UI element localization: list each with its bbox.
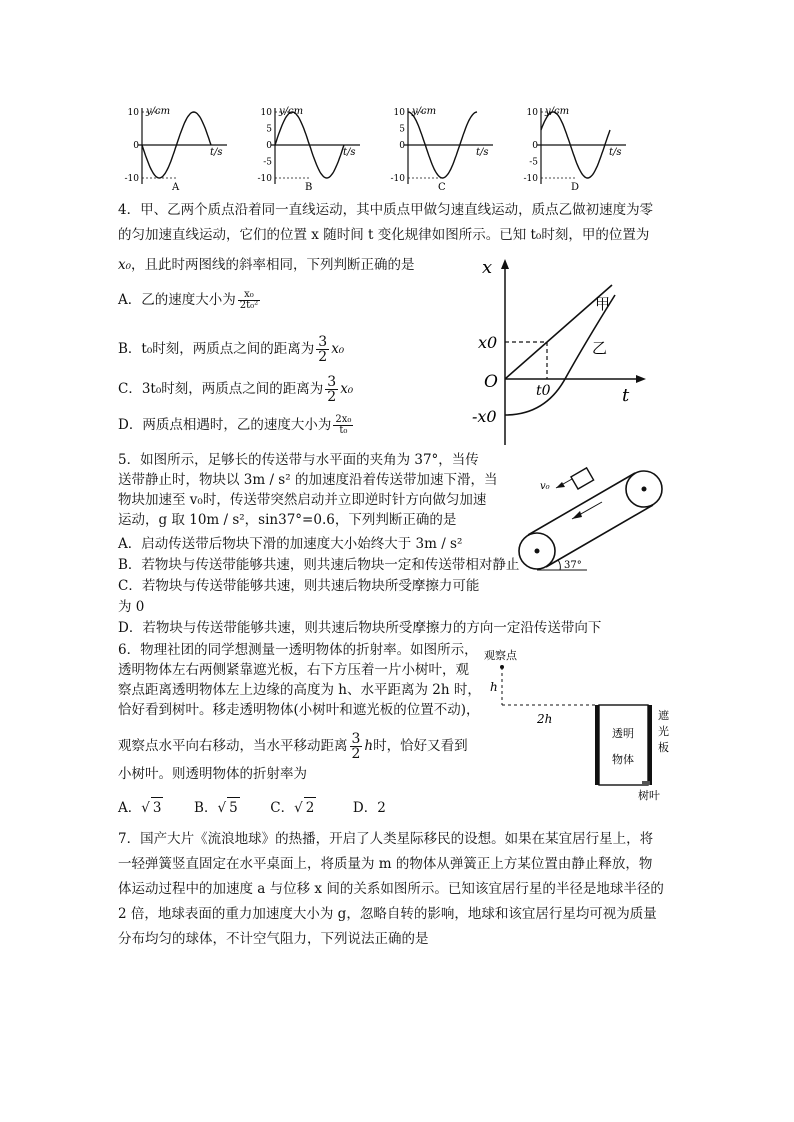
q4-option-a-text: A．乙的速度大小为 xyxy=(118,292,236,308)
q6-line5-numerator: 3 xyxy=(351,731,361,747)
wave-graph-t-label: t/s xyxy=(609,147,622,158)
q6-fig-shade2: 光 xyxy=(658,725,669,738)
wave-graph-t-label: t/s xyxy=(210,147,223,158)
q5-option-c-line1: C．若物块与传送带能够共速，则共速后物块所受摩擦力可能 xyxy=(118,578,480,594)
q6-option-b-radicand: 5 xyxy=(227,797,240,818)
q4-option-b xyxy=(118,335,344,364)
q4-option-c-x0: x₀ xyxy=(340,381,354,397)
wave-graph-d xyxy=(524,106,627,192)
wave-graph-tick: 10 xyxy=(526,108,538,118)
wave-graph-letter: A xyxy=(172,182,180,192)
q4-option-a-fraction xyxy=(238,290,260,311)
q6-options: A．√ 3 B．√ 5 C．√ 2 D．2 xyxy=(118,797,386,818)
q6-fig-body2: 物体 xyxy=(612,753,634,766)
q6-option-d: D．2 xyxy=(352,800,386,816)
wave-graph-y-label: y/cm xyxy=(279,106,304,117)
q6-fig-observation-point: 观察点 xyxy=(484,649,517,662)
wave-graph-letter: D xyxy=(571,182,580,192)
wave-graph-letter: B xyxy=(305,182,313,192)
q4-option-c-text: C．3t₀时刻，两质点之间的距离为 xyxy=(118,381,324,397)
q4-option-a-denominator: 2t₀² xyxy=(239,300,259,311)
q5-line2: 送带静止时，物块以 3m / s² 的加速度沿着传送带加速下滑，当 xyxy=(118,472,498,488)
wave-graph-y-label: y/cm xyxy=(545,106,570,117)
wave-graph-tick: -10 xyxy=(124,174,139,184)
q4-option-d-text: D．两质点相遇时，乙的速度大小为 xyxy=(118,417,332,433)
q6-fig-h: h xyxy=(490,680,498,694)
q5-fig-v0: v₀ xyxy=(540,481,550,492)
q6-option-b: B． xyxy=(194,800,218,816)
q4-option-c-fraction xyxy=(325,375,338,404)
wave-graph-tick: -5 xyxy=(263,157,272,168)
q5-option-c-line2: 为 0 xyxy=(118,599,145,615)
wave-graph-tick: 0 xyxy=(266,141,272,151)
q4-option-a xyxy=(118,290,262,311)
wave-graph-tick: 5 xyxy=(399,124,405,135)
q4-line3-text: ，且此时两图线的斜率相同，下列判断正确的是 xyxy=(131,257,415,273)
q4-option-d-fraction xyxy=(333,415,353,436)
q4-graph-t0: t0 xyxy=(536,383,551,399)
q7-line4: 2 倍，地球表面的重力加速度大小为 g，忽略自转的影响，地球和该宜居行星均可视为质量 xyxy=(118,906,657,922)
q4-option-b-denominator: 2 xyxy=(318,349,328,365)
q4-line1: 4．甲、乙两个质点沿着同一直线运动，其中质点甲做匀速直线运动，质点乙做初速度为零 xyxy=(118,202,654,218)
wave-graph-tick: -10 xyxy=(257,174,272,184)
q6-line3: 察点距离透明物体左上边缘的高度为 h、水平距离为 2h 时， xyxy=(118,682,481,698)
q7-line2: 一轻弹簧竖直固定在水平桌面上，将质量为 m 的物体从弹簧正上方某位置由静止释放，物 xyxy=(118,856,653,872)
q6-fig-body1: 透明 xyxy=(612,727,634,740)
q6-line1: 6．物理社团的同学想测量一透明物体的折射率。如图所示， xyxy=(118,642,478,658)
wave-graph-tick: -10 xyxy=(390,174,405,184)
q6-line5-h: h xyxy=(364,738,374,754)
wave-graphs-row xyxy=(120,100,650,192)
wave-graph-tick: 10 xyxy=(127,108,139,118)
q7-stem xyxy=(118,827,678,952)
q6-fig-2h: 2h xyxy=(537,712,553,726)
q4-graph-yi: 乙 xyxy=(592,339,608,357)
q5-line1: 5．如图所示，足够长的传送带与水平面的夹角为 37°，当传 xyxy=(118,452,479,468)
q6-fig-shade1: 遮 xyxy=(658,709,669,722)
wave-graph-tick: 5 xyxy=(266,124,272,135)
wave-graph-letter: C xyxy=(438,182,446,192)
wave-graph-b xyxy=(258,106,361,192)
q4-graph-x0: x0 xyxy=(478,333,498,352)
q7-line1: 7．国产大片《流浪地球》的热播，开启了人类星际移民的设想。如果在某宜居行星上，将 xyxy=(118,831,654,847)
wave-graph-t-label: t/s xyxy=(343,147,356,158)
q4-graph-jia: 甲 xyxy=(595,295,611,313)
wave-graph-tick: 10 xyxy=(393,108,405,118)
q6-option-a: A． xyxy=(118,800,142,816)
q6-line5-fraction xyxy=(350,732,363,761)
q5-fig-angle: 37° xyxy=(564,560,582,571)
q4-option-c-numerator: 3 xyxy=(327,374,337,390)
q4-option-b-text: B．t₀时刻，两质点之间的距离为 xyxy=(118,341,315,357)
q4-line2: 的匀加速直线运动，它们的位置 x 随时间 t 变化规律如图所示。已知 t₀时刻，甲的位置为 xyxy=(118,227,650,243)
q4-option-d-denominator: t₀ xyxy=(339,425,348,436)
q4-option-d xyxy=(118,415,355,436)
q6-line5-part1: 观察点水平向右移动，当水平移动距离 xyxy=(118,738,348,754)
wave-graph-tick: -10 xyxy=(523,174,538,184)
q5-block xyxy=(571,468,594,489)
q4-graph-t-label: t xyxy=(622,385,630,406)
q4-x0-symbol: x₀ xyxy=(118,257,132,273)
q5-stem xyxy=(118,450,508,530)
q4-graph-neg-x0: -x0 xyxy=(472,407,497,426)
q7-line5: 分布均匀的球体，不计空气阻力，下列说法正确的是 xyxy=(118,931,429,947)
q5-option-a: A．启动传送带后物块下滑的加速度大小始终大于 3m / s² xyxy=(118,536,463,552)
q6-line6: 小树叶。则透明物体的折射率为 xyxy=(118,766,307,782)
q7-line3: 体运动过程中的加速度 a 与位移 x 间的关系如图所示。已知该宜居行星的半径是地球半径的 xyxy=(118,881,664,897)
q6-transparent-body xyxy=(599,705,648,785)
q6-line5 xyxy=(118,732,468,761)
q6-option-a-radicand: 3 xyxy=(151,797,164,818)
wave-graph-y-label: y/cm xyxy=(146,106,171,117)
wave-graph-tick: 10 xyxy=(260,108,272,118)
q4-line3 xyxy=(118,255,415,275)
wave-graph-tick: -5 xyxy=(529,157,538,168)
q6-option-c: C． xyxy=(270,800,295,816)
q6-option-c-radicand: 2 xyxy=(304,797,317,818)
q4-option-c-denominator: 2 xyxy=(327,389,337,405)
wave-graph-tick: 0 xyxy=(399,141,405,151)
wave-graph-tick: 0 xyxy=(532,141,538,151)
wave-graph-c xyxy=(391,106,494,192)
q4-option-d-numerator: 2x₀ xyxy=(335,414,352,425)
q6-line2: 透明物体左右两侧紧靠遮光板，右下方压着一片小树叶，观 xyxy=(118,662,469,678)
q4-graph-x-label: x xyxy=(482,257,493,278)
q4-option-c xyxy=(118,375,353,404)
q6-line4: 恰好看到树叶。移走透明物体(小树叶和遮光板的位置不动)， xyxy=(118,702,480,718)
q4-option-b-x0: x₀ xyxy=(331,341,345,357)
q6-line5-denominator: 2 xyxy=(351,746,361,762)
q6-line5-part2: 时，恰好又看到 xyxy=(373,738,468,754)
q5-option-b: B．若物块与传送带能够共速，则共速后物块一定和传送带相对静止 xyxy=(118,557,520,573)
q6-leaf xyxy=(642,781,650,785)
q6-figure xyxy=(482,645,682,805)
wave-graph-y-label: y/cm xyxy=(412,106,437,117)
q4-option-a-numerator: x₀ xyxy=(238,290,260,301)
q4-graph-origin: O xyxy=(484,372,498,392)
wave-graph-tick: 0 xyxy=(133,141,139,151)
wave-graph-a xyxy=(125,106,228,192)
q6-stem xyxy=(118,640,488,720)
q4-option-b-fraction xyxy=(316,335,329,364)
q6-fig-leaf: 树叶 xyxy=(638,789,660,802)
q5-line4: 运动，g 取 10m / s²，sin37°=0.6，下列判断正确的是 xyxy=(118,512,457,528)
q6-fig-shade3: 板 xyxy=(658,741,669,754)
wave-graph-t-label: t/s xyxy=(476,147,489,158)
q5-conveyor-figure xyxy=(512,465,667,580)
q4-xt-graph xyxy=(470,255,650,450)
q5-line3: 物块加速至 v₀时，传送带突然启动并立即逆时针方向做匀加速 xyxy=(118,492,487,508)
q5-option-d: D．若物块与传送带能够共速，则共速后物块所受摩擦力的方向一定沿传送带向下 xyxy=(118,620,602,636)
q4-option-b-numerator: 3 xyxy=(318,334,328,350)
